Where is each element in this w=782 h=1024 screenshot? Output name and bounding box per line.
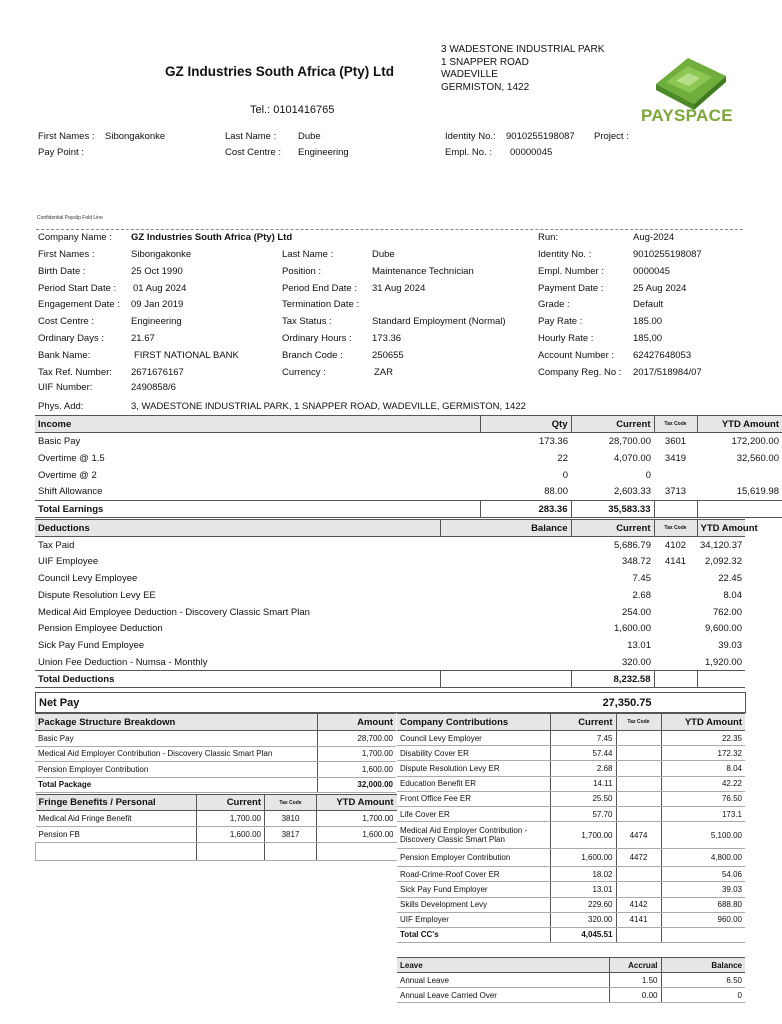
total-cc-label: Total CC's: [397, 927, 550, 942]
contribution-current: 25.50: [550, 791, 616, 806]
company-address: [441, 44, 604, 94]
income-name: Basic Pay: [38, 435, 81, 447]
contributions-heading: Company Contributions: [397, 714, 550, 731]
ordinary-hours-label: Ordinary Hours :: [282, 333, 352, 344]
contribution-tax-code: [616, 731, 661, 746]
hourly-rate-value: 185,00: [633, 333, 663, 344]
ytd-heading: YTD Amount: [697, 520, 745, 537]
first-names-value: Sibongakonke: [131, 249, 192, 260]
company-name-label: Company Name :: [38, 232, 112, 243]
income-current: 0: [645, 469, 651, 481]
ordinary-days-label: Ordinary Days :: [38, 333, 104, 344]
deduction-name: Union Fee Deduction - Numsa - Monthly: [38, 656, 208, 668]
termination-date-label: Termination Date :: [282, 299, 360, 310]
contribution-ytd: 960.00: [661, 912, 745, 927]
deduction-name: Council Levy Employee: [38, 572, 138, 584]
birth-date-label: Birth Date :: [38, 266, 86, 277]
cost-centre-value: Engineering: [131, 316, 182, 327]
contribution-name: Road-Crime-Roof Cover ER: [397, 867, 550, 882]
amount-heading: Amount: [317, 714, 396, 731]
accrual-heading: Accrual: [609, 958, 661, 973]
bank-name-label: Bank Name:: [38, 350, 91, 361]
fringe-item-ytd: 1,600.00: [317, 827, 397, 843]
deduction-name: Dispute Resolution Levy EE: [38, 589, 156, 601]
table-row: [35, 450, 782, 467]
payment-date-label: Payment Date :: [538, 283, 604, 294]
income-name: Shift Allowance: [38, 486, 103, 498]
total-package-amount: 32,000.00: [317, 777, 396, 793]
income-tax-code: 3419: [664, 452, 687, 464]
run-value: Aug-2024: [633, 232, 675, 243]
identity-label: Identity No. :: [538, 249, 592, 260]
income-tax-code: [654, 467, 697, 484]
contribution-current: 7.45: [550, 731, 616, 746]
package-item-name: Medical Aid Employer Contribution - Discovery Classic Smart Plan: [35, 746, 317, 762]
contribution-name: Council Levy Employer: [397, 731, 550, 746]
deduction-current: 2.68: [632, 589, 651, 601]
contribution-current: 1,600.00: [550, 849, 616, 867]
deduction-tax-code: [654, 654, 697, 671]
deduction-ytd: 39.03: [718, 640, 742, 652]
deduction-ytd: 22.45: [718, 572, 742, 584]
table-row: [35, 620, 745, 637]
uif-number-value: 2490858/6: [131, 382, 176, 393]
contribution-tax-code: 4474: [616, 822, 661, 849]
fold-line-label: Confidential Payslip Fold Line: [37, 215, 103, 221]
leave-heading: Leave: [397, 958, 609, 973]
contribution-ytd: 688.80: [661, 897, 745, 912]
contribution-ytd: 4,800.00: [661, 849, 745, 867]
table-row: [35, 484, 782, 501]
deduction-ytd: 762.00: [712, 606, 742, 618]
income-table: [35, 415, 782, 518]
period-start-value: 01 Aug 2024: [133, 283, 187, 294]
physical-address-value: 3, WADESTONE INDUSTRIAL PARK, 1 SNAPPER ROAD, WADEVILLE, GERMISTON, 1422: [131, 401, 526, 412]
period-end-label: Period End Date :: [282, 283, 357, 294]
fringe-item-name: Medical Aid Fringe Benefit: [36, 811, 197, 827]
income-heading: Income: [35, 416, 480, 433]
table-row: [35, 570, 745, 587]
account-number-value: 62427648053: [633, 350, 692, 361]
deduction-tax-code: 4141: [664, 556, 687, 568]
empl-number-label: Empl. Number :: [538, 266, 604, 277]
income-qty: 0: [562, 469, 568, 481]
current-heading: Current: [550, 714, 616, 731]
contribution-tax-code: 4472: [616, 849, 661, 867]
cost-centre-value: Engineering: [298, 147, 349, 158]
company-reg-label: Company Reg. No :: [538, 367, 622, 378]
table-row: [397, 731, 745, 746]
table-row: [397, 849, 745, 867]
qty-heading: Qty: [480, 416, 571, 433]
tax-ref-label: Tax Ref. Number:: [38, 367, 112, 378]
income-current: 4,070.00: [614, 452, 651, 464]
table-row: [397, 882, 745, 897]
contribution-name-line: Medical Aid Employer Contribution -: [400, 826, 528, 836]
ordinary-hours-value: 173.36: [372, 333, 402, 344]
contribution-ytd: 54.06: [661, 867, 745, 882]
last-name-label: Last Name :: [225, 131, 277, 142]
leave-header-row: [397, 958, 745, 973]
table-row: [35, 604, 745, 621]
contribution-ytd: 42.22: [661, 776, 745, 791]
table-row: [397, 988, 745, 1003]
income-tax-code: 3601: [664, 435, 687, 447]
empl-number-value: 0000045: [633, 266, 670, 277]
contribution-current: 57.70: [550, 806, 616, 821]
engagement-date-label: Engagement Date :: [38, 299, 120, 310]
deduction-current: 1,600.00: [614, 623, 651, 635]
contribution-tax-code: 4142: [616, 897, 661, 912]
fringe-item-current: 1,700.00: [197, 811, 265, 827]
contribution-name: Dispute Resolution Levy ER: [397, 761, 550, 776]
current-heading: Current: [197, 795, 265, 811]
telephone: Tel.: 0101416765: [250, 104, 335, 116]
branch-code-value: 250655: [372, 350, 404, 361]
leave-type: Annual Leave Carried Over: [397, 988, 609, 1003]
leave-accrual: 1.50: [609, 973, 661, 988]
fringe-item-current: 1,600.00: [197, 827, 265, 843]
bank-name-value: FIRST NATIONAL BANK: [134, 350, 239, 361]
current-heading: Current: [571, 416, 654, 433]
tax-status-label: Tax Status :: [282, 316, 332, 327]
identity-label: Identity No.:: [445, 131, 496, 142]
deduction-current: 5,686.79: [614, 539, 651, 551]
table-row: [35, 731, 396, 747]
table-row: [397, 791, 745, 806]
total-package-label: Total Package: [35, 777, 317, 793]
company-reg-value: 2017/518984/07: [633, 367, 702, 378]
table-row: [397, 746, 745, 761]
last-name-label: Last Name :: [282, 249, 334, 260]
total-cc-row: [397, 927, 745, 942]
physical-address-label: Phys. Add:: [38, 401, 84, 412]
cost-centre-label: Cost Centre :: [225, 147, 281, 158]
address-line: GERMISTON, 1422: [441, 81, 530, 93]
engagement-date-value: 09 Jan 2019: [131, 299, 184, 310]
tax-code-heading: Tax Code: [265, 795, 317, 811]
position-label: Position :: [282, 266, 322, 277]
contribution-current: 57.44: [550, 746, 616, 761]
deductions-heading: Deductions: [35, 520, 440, 537]
package-table: [35, 713, 396, 793]
contribution-current: 1,700.00: [550, 822, 616, 849]
first-names-label: First Names :: [38, 131, 95, 142]
logo-text: PAYSPACE: [641, 106, 733, 125]
table-row: [397, 761, 745, 776]
account-number-label: Account Number :: [538, 350, 615, 361]
tax-ref-value: 2671676167: [131, 367, 184, 378]
currency-label: Currency :: [282, 367, 326, 378]
total-deductions-current: 8,232.58: [571, 671, 654, 688]
contribution-tax-code: [616, 806, 661, 821]
contribution-tax-code: [616, 867, 661, 882]
table-row: [35, 762, 396, 778]
contribution-ytd: 39.03: [661, 882, 745, 897]
total-earnings-qty: 283.36: [480, 501, 571, 518]
leave-balance: 6.50: [661, 973, 745, 988]
contribution-tax-code: [616, 746, 661, 761]
package-item-amount: 28,700.00: [317, 731, 396, 747]
table-row: [36, 843, 397, 861]
ytd-heading: YTD Amount: [697, 416, 782, 433]
contributions-header-row: [397, 714, 745, 731]
empl-no-value: 00000045: [510, 147, 553, 158]
package-item-amount: 1,700.00: [317, 746, 396, 762]
table-row: [35, 553, 745, 570]
leave-table: [397, 957, 745, 1003]
income-ytd: 32,560.00: [736, 452, 779, 464]
net-pay-table: [35, 692, 746, 713]
contribution-ytd: 173.1: [661, 806, 745, 821]
tax-code-heading: Tax Code: [654, 520, 697, 537]
total-earnings-label: Total Earnings: [35, 501, 480, 518]
run-label: Run:: [538, 232, 559, 243]
contribution-current: 13.01: [550, 882, 616, 897]
deduction-name: Medical Aid Employee Deduction - Discovery Classic Smart Plan: [38, 606, 310, 618]
contribution-tax-code: [616, 791, 661, 806]
contribution-current: 320.00: [550, 912, 616, 927]
income-qty: 22: [557, 452, 568, 464]
tax-code-heading: Tax Code: [616, 714, 661, 731]
balance-heading: Balance: [440, 520, 571, 537]
contribution-ytd: 5,100.00: [661, 822, 745, 849]
fringe-item-tax-code: 3817: [265, 827, 317, 843]
table-row: [35, 433, 782, 450]
deduction-tax-code: [654, 637, 697, 654]
fringe-item-tax-code: 3810: [265, 811, 317, 827]
contribution-current: 229.60: [550, 897, 616, 912]
package-heading: Package Structure Breakdown: [35, 714, 317, 731]
payment-date-value: 25 Aug 2024: [633, 283, 687, 294]
package-item-name: Pension Employer Contribution: [35, 762, 317, 778]
deduction-current: 320.00: [621, 656, 651, 668]
income-ytd: 15,619.98: [736, 486, 779, 498]
address-line: 3 WADESTONE INDUSTRIAL PARK: [441, 44, 605, 55]
package-item-name: Basic Pay: [35, 731, 317, 747]
table-row: [397, 912, 745, 927]
fringe-header-row: [36, 795, 397, 811]
table-row: [35, 746, 396, 762]
project-label: Project :: [594, 131, 629, 142]
fringe-heading: Fringe Benefits / Personal: [36, 795, 197, 811]
period-end-value: 31 Aug 2024: [372, 283, 426, 294]
last-name-value: Dube: [372, 249, 395, 260]
contribution-ytd: 76.50: [661, 791, 745, 806]
income-qty: 173.36: [538, 435, 568, 447]
contribution-name: Skills Development Levy: [397, 897, 550, 912]
contribution-name: Disability Cover ER: [397, 746, 550, 761]
deduction-name: UIF Employee: [38, 556, 99, 568]
contribution-current: 2.68: [550, 761, 616, 776]
income-tax-code: 3713: [664, 486, 687, 498]
deduction-tax-code: [654, 604, 697, 621]
deduction-name: Pension Employee Deduction: [38, 623, 163, 635]
leave-balance: 0: [661, 988, 745, 1003]
contribution-name: Education Benefit ER: [397, 776, 550, 791]
deduction-ytd: 2,092.32: [705, 556, 742, 568]
deduction-ytd: 8.04: [723, 589, 742, 601]
leave-accrual: 0.00: [609, 988, 661, 1003]
deduction-tax-code: 4102: [664, 539, 687, 551]
contribution-current: 14.11: [550, 776, 616, 791]
pay-rate-value: 185.00: [633, 316, 663, 327]
total-earnings-current: 35,583.33: [571, 501, 654, 518]
income-qty: 88.00: [544, 486, 568, 498]
first-names-value: Sibongakonke: [105, 131, 166, 142]
net-pay-label: Net Pay: [39, 696, 80, 709]
contribution-name: Sick Pay Fund Employer: [397, 882, 550, 897]
hourly-rate-label: Hourly Rate :: [538, 333, 594, 344]
net-pay-row: [36, 693, 746, 713]
total-cc-current: 4,045.51: [550, 927, 616, 942]
contribution-name: Life Cover ER: [397, 806, 550, 821]
table-row: [35, 537, 745, 554]
first-names-label: First Names :: [38, 249, 95, 260]
position-value: Maintenance Technician: [372, 266, 474, 277]
address-line: 1 SNAPPER ROAD: [441, 56, 529, 68]
last-name-value: Dube: [298, 131, 321, 142]
ytd-heading: YTD Amount: [317, 795, 397, 811]
contribution-name: [397, 822, 550, 849]
contributions-table: [397, 713, 745, 943]
table-row: [35, 467, 782, 484]
deduction-tax-code: [654, 570, 697, 587]
table-row: [397, 897, 745, 912]
income-current: 2,603.33: [614, 486, 651, 498]
company-title: GZ Industries South Africa (Pty) Ltd: [165, 64, 395, 79]
deduction-current: 348.72: [621, 556, 651, 568]
contribution-tax-code: 4141: [616, 912, 661, 927]
fold-line-divider: [36, 229, 743, 230]
deduction-current: 13.01: [627, 640, 651, 652]
net-pay-value: 27,350.75: [602, 696, 652, 709]
birth-date-value: 25 Oct 1990: [131, 266, 183, 277]
table-row: [397, 776, 745, 791]
leave-type: Annual Leave: [397, 973, 609, 988]
fringe-item-name: Pension FB: [36, 827, 197, 843]
tax-status-value: Standard Employment (Normal): [372, 316, 506, 327]
deduction-tax-code: [654, 587, 697, 604]
branch-code-label: Branch Code :: [282, 350, 343, 361]
ordinary-days-value: 21.67: [131, 333, 155, 344]
deduction-ytd: 9,600.00: [705, 623, 742, 635]
table-row: [35, 587, 745, 604]
total-deductions-row: [35, 671, 745, 688]
ytd-heading: YTD Amount: [661, 714, 745, 731]
contribution-name: Pension Employer Contribution: [397, 849, 550, 867]
contribution-ytd: 8.04: [661, 761, 745, 776]
total-deductions-label: Total Deductions: [35, 671, 440, 688]
deduction-ytd: 1,920.00: [705, 656, 742, 668]
table-row: [36, 827, 397, 843]
deduction-current: 254.00: [621, 606, 651, 618]
table-row: [36, 811, 397, 827]
deductions-table: [35, 519, 758, 688]
deduction-name: Tax Paid: [38, 539, 75, 551]
address-line: WADEVILLE: [441, 69, 498, 80]
income-ytd: 172,200.00: [731, 435, 779, 447]
contribution-tax-code: [616, 776, 661, 791]
currency-value: ZAR: [374, 367, 393, 378]
tax-code-heading: Tax Code: [654, 416, 697, 433]
table-row: [397, 806, 745, 821]
table-row: [35, 654, 745, 671]
identity-value: 9010255198087: [633, 249, 702, 260]
total-earnings-row: [35, 501, 782, 518]
fringe-table: [35, 794, 397, 861]
current-heading: Current: [571, 520, 654, 537]
deduction-name: Sick Pay Fund Employee: [38, 640, 145, 652]
contribution-ytd: 172.32: [661, 746, 745, 761]
deduction-tax-code: [654, 620, 697, 637]
table-row: [397, 822, 745, 849]
income-name: Overtime @ 1.5: [38, 452, 105, 464]
period-start-label: Period Start Date :: [38, 283, 117, 294]
pay-point-label: Pay Point :: [38, 147, 84, 158]
deductions-header-row: [35, 520, 745, 537]
deduction-current: 7.45: [632, 572, 651, 584]
contribution-ytd: 22.35: [661, 731, 745, 746]
income-header-row: [35, 416, 782, 433]
table-row: [397, 973, 745, 988]
fringe-item-ytd: 1,700.00: [317, 811, 397, 827]
income-name: Overtime @ 2: [38, 469, 97, 481]
balance-heading: Balance: [661, 958, 745, 973]
grade-value: Default: [633, 299, 664, 310]
contribution-tax-code: [616, 882, 661, 897]
contribution-name-line: Discovery Classic Smart Plan: [400, 835, 505, 845]
contribution-current: 18.02: [550, 867, 616, 882]
grade-label: Grade :: [538, 299, 570, 310]
total-package-row: [35, 777, 396, 793]
table-row: [35, 637, 745, 654]
contribution-name: Front Office Fee ER: [397, 791, 550, 806]
pay-rate-label: Pay Rate :: [538, 316, 583, 327]
identity-value: 9010255198087: [506, 131, 575, 142]
uif-number-label: UIF Number:: [38, 382, 93, 393]
income-current: 28,700.00: [608, 435, 651, 447]
empl-no-label: Empl. No. :: [445, 147, 492, 158]
contribution-tax-code: [616, 761, 661, 776]
contribution-name: UIF Employer: [397, 912, 550, 927]
cost-centre-label: Cost Centre :: [38, 316, 94, 327]
package-item-amount: 1,600.00: [317, 762, 396, 778]
table-row: [397, 867, 745, 882]
income-ytd: [697, 467, 782, 484]
package-header-row: [35, 714, 396, 731]
deduction-ytd: 34,120.37: [700, 539, 743, 551]
company-name-value: GZ Industries South Africa (Pty) Ltd: [131, 232, 293, 243]
